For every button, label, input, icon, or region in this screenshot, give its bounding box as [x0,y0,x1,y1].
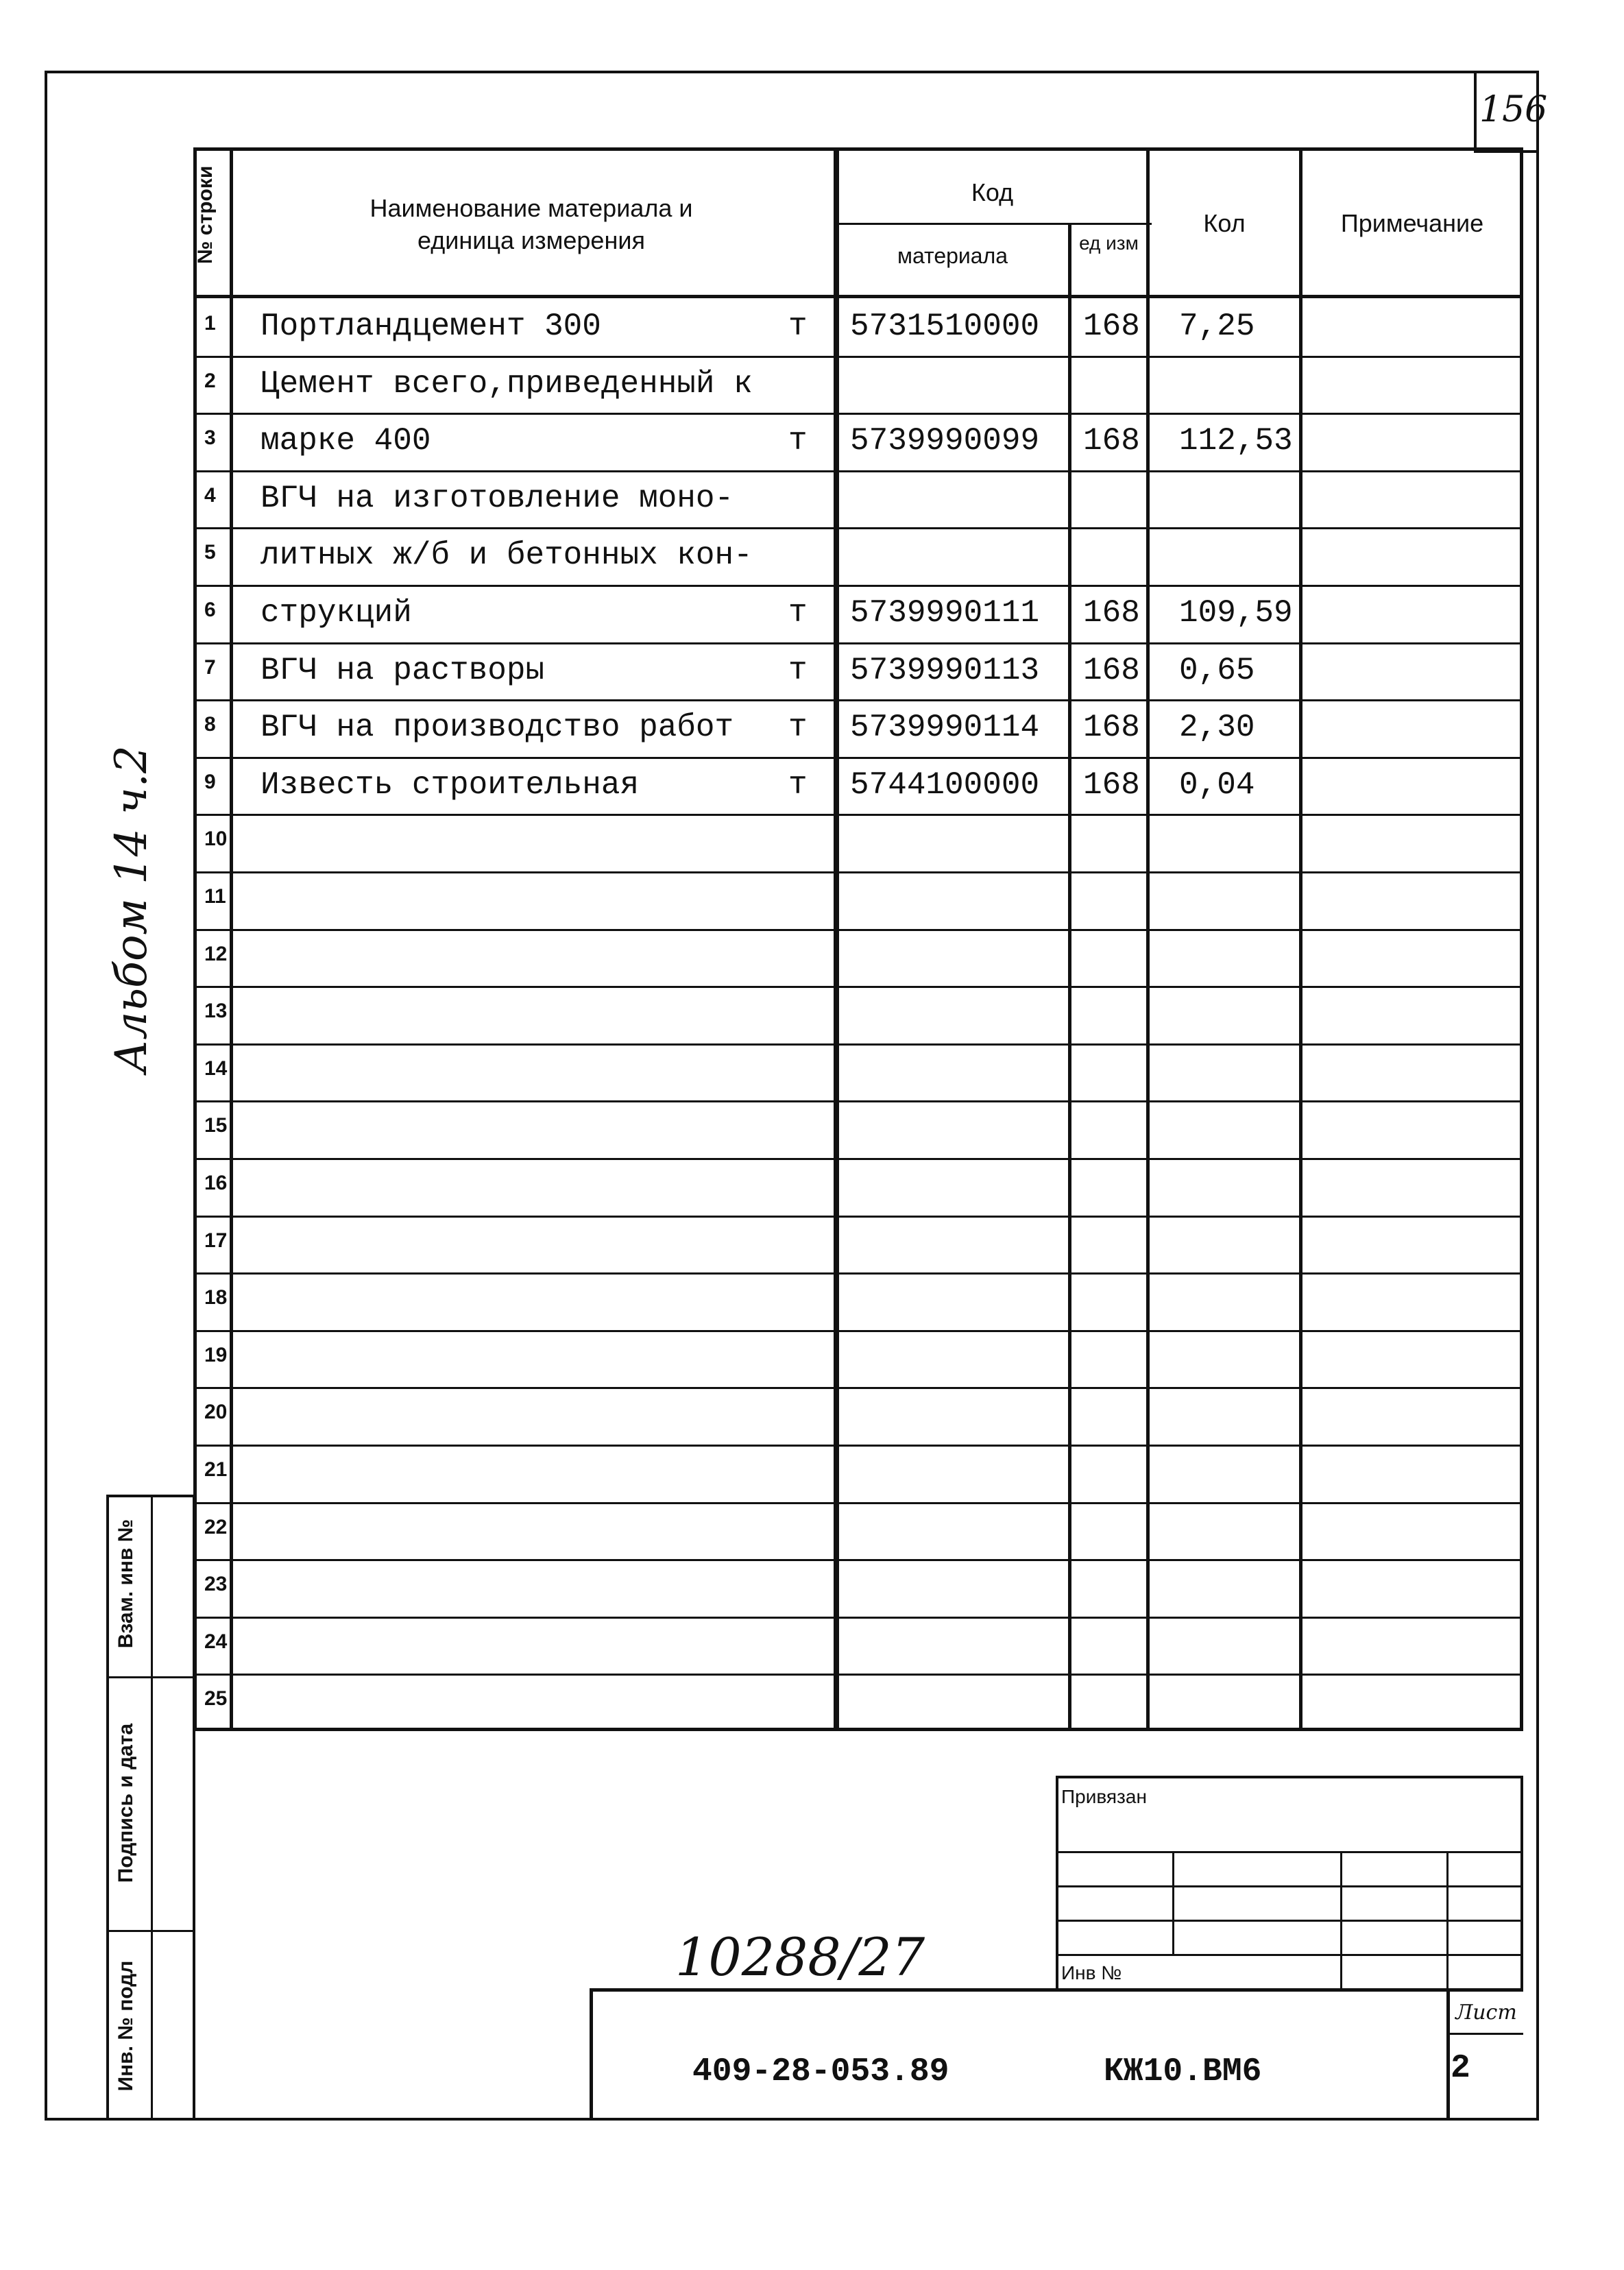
row-separator [193,527,1523,529]
row-number: 12 [204,942,228,965]
col-line-name [834,147,839,1731]
privyazan-label: Привязан [1061,1786,1147,1807]
row-separator [193,356,1523,358]
row-separator [193,1330,1523,1332]
material-unit: т [788,309,808,344]
header-note: Примечание [1340,209,1484,237]
material-code: 5739990114 [850,710,1040,746]
vzam-inv-label: Взам. инв № [114,1519,137,1649]
quantity: 109,59 [1179,595,1293,631]
row-separator [193,929,1523,931]
quantity: 0,04 [1179,766,1255,803]
row-number: 9 [204,770,216,793]
material-name: литных ж/б и бетонных кон- [260,538,753,574]
privyazan-line-3 [1056,1920,1523,1922]
header-name-line2: единица измерения [417,226,645,254]
row-number: 23 [204,1573,228,1596]
row-separator [193,1043,1523,1046]
header-qty: Кол [1203,209,1246,237]
privyazan-col-3 [1446,1851,1449,1988]
row-separator [193,699,1523,701]
quantity: 0,65 [1179,652,1255,688]
material-name: Портландцемент 300 [260,309,601,344]
row-number: 21 [204,1458,228,1481]
row-separator [193,1158,1523,1160]
row-separator [193,986,1523,988]
privyazan-line-2 [1056,1885,1523,1887]
unit-code: 168 [1083,423,1140,459]
material-unit: т [788,423,808,459]
material-name: струкций [260,595,412,631]
row-separator [193,814,1523,816]
sheet-col-line [1446,1988,1450,2121]
row-number: 22 [204,1515,228,1538]
material-name: ВГЧ на изготовление моно- [260,480,734,516]
header-code: Код [971,178,1014,206]
sheet-label-line [1446,2033,1523,2035]
row-separator [193,642,1523,644]
unit-code: 168 [1083,309,1140,344]
material-unit: т [788,595,808,631]
code-sub-line [836,223,1152,225]
row-number: 20 [204,1401,228,1424]
row-number: 14 [204,1056,228,1080]
material-unit: т [788,766,808,803]
row-number: 25 [204,1687,228,1711]
row-separator [193,585,1523,587]
unit-code: 168 [1083,595,1140,631]
doc-code: 409-28-053.89 [692,2053,949,2090]
row-number: 4 [204,483,216,507]
material-code: 5739990111 [850,595,1040,631]
inv-no-label: Инв № [1061,1962,1122,1983]
quantity: 112,53 [1179,423,1293,459]
row-number: 24 [204,1630,228,1653]
quantity: 7,25 [1179,309,1255,344]
privyazan-line-4 [1056,1954,1523,1956]
row-separator [193,871,1523,873]
col-line-num [230,147,233,1731]
material-unit: т [788,710,808,746]
handwritten-number: 10288/27 [675,1927,925,1988]
sheet-label: Лист [1455,2001,1517,2025]
row-separator [193,413,1523,415]
privyazan-col-1 [1172,1851,1174,1954]
header-bottom-line [193,295,1523,298]
row-separator [193,1100,1523,1102]
material-name: ВГЧ на производство работ [260,710,734,746]
row-separator [193,1674,1523,1676]
unit-code: 168 [1083,652,1140,688]
album-side-note: Альбом 14 ч.2 [106,745,157,1073]
row-separator [193,1272,1523,1275]
row-number: 18 [204,1286,228,1309]
row-separator [193,1387,1523,1389]
row-separator [193,757,1523,759]
material-code: 5744100000 [850,766,1040,803]
col-line-code [1068,223,1071,1731]
row-number: 10 [204,828,228,851]
row-number: 19 [204,1343,228,1366]
header-code-material: материала [897,243,1008,268]
row-number: 16 [204,1172,228,1194]
header-name-line1: Наименование материала и [369,194,693,222]
col-line-unit [1146,147,1150,1731]
row-separator [193,1559,1523,1561]
row-separator [193,1216,1523,1218]
quantity: 2,30 [1179,710,1255,746]
material-unit: т [788,652,808,688]
row-number: 7 [204,655,216,679]
sheet-number: 2 [1451,2050,1470,2087]
material-name: Цемент всего,приведенный к [260,365,753,402]
left-strip-divider [151,1495,153,2121]
row-number: 2 [204,369,216,392]
left-strip-line-1 [106,1676,195,1678]
row-number: 3 [204,426,216,450]
material-name: Известь строительная [260,766,640,803]
row-number: 1 [204,312,216,335]
inv-podl-label: Инв. № подл [114,1960,137,2092]
privyazan-col-2 [1340,1851,1342,1988]
privyazan-line-1 [1056,1851,1523,1853]
material-code: 5739990099 [850,423,1040,459]
row-number: 11 [204,885,226,908]
row-number: 15 [204,1114,228,1137]
row-separator [193,1445,1523,1447]
row-number: 13 [204,1000,228,1023]
row-number: 8 [204,713,216,736]
doc-mark: КЖ10.ВМ6 [1104,2053,1262,2090]
material-code: 5739990113 [850,652,1040,688]
row-number: 5 [204,541,216,564]
col-line-qty [1299,147,1302,1731]
header-code-unit: ед изм [1079,232,1139,254]
row-separator [193,470,1523,472]
podpis-data-label: Подпись и дата [114,1723,137,1883]
row-separator [193,1617,1523,1619]
row-number: 6 [204,599,216,621]
header-row-no: № строки [194,165,217,264]
row-separator [193,1502,1523,1504]
row-number: 17 [204,1229,228,1252]
page-number: 156 [1479,89,1548,130]
unit-code: 168 [1083,766,1140,803]
material-name: ВГЧ на растворы [260,652,545,688]
material-code: 5731510000 [850,309,1040,344]
unit-code: 168 [1083,710,1140,746]
material-name: марке 400 [260,423,431,459]
